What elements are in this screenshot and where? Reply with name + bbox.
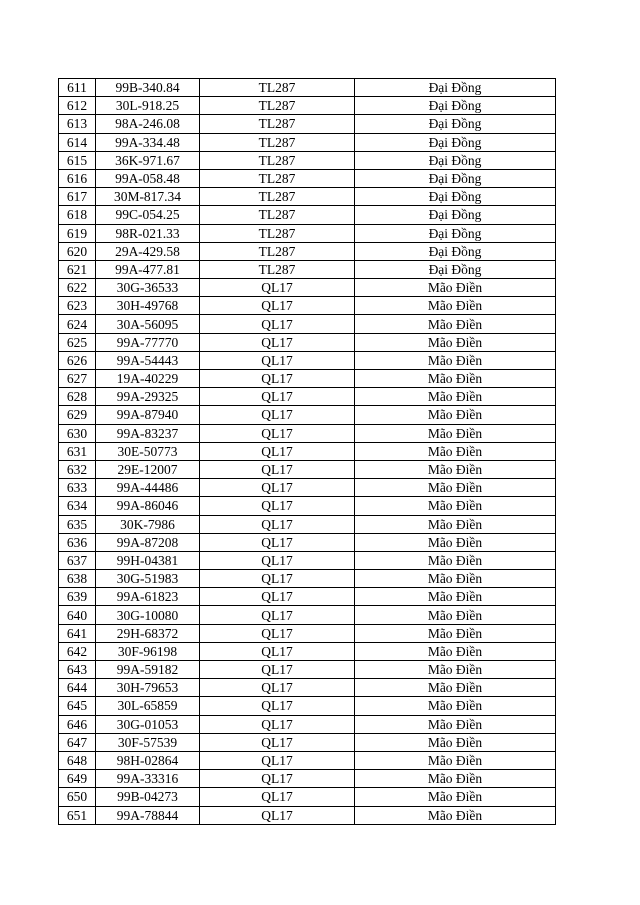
- row-number-cell: 634: [59, 497, 96, 515]
- row-number-cell: 645: [59, 697, 96, 715]
- location-cell: Đại Đồng: [355, 79, 556, 97]
- location-cell: Mão Điền: [355, 515, 556, 533]
- row-number-cell: 623: [59, 297, 96, 315]
- road-cell: QL17: [200, 388, 355, 406]
- location-cell: Đại Đồng: [355, 97, 556, 115]
- location-cell: Mão Điền: [355, 788, 556, 806]
- row-number-cell: 640: [59, 606, 96, 624]
- road-cell: QL17: [200, 460, 355, 478]
- license-plate-cell: 98R-021.33: [96, 224, 200, 242]
- road-cell: QL17: [200, 661, 355, 679]
- table-row: [59, 297, 556, 315]
- row-number-cell: 646: [59, 715, 96, 733]
- table-row: [59, 206, 556, 224]
- row-number-cell: 650: [59, 788, 96, 806]
- license-plate-cell: 99C-054.25: [96, 206, 200, 224]
- table-row: [59, 642, 556, 660]
- row-number-cell: 626: [59, 351, 96, 369]
- road-cell: QL17: [200, 642, 355, 660]
- location-cell: Mão Điền: [355, 351, 556, 369]
- location-cell: Mão Điền: [355, 642, 556, 660]
- license-plate-cell: 30G-01053: [96, 715, 200, 733]
- location-cell: Mão Điền: [355, 733, 556, 751]
- license-plate-cell: 99A-86046: [96, 497, 200, 515]
- location-cell: Đại Đồng: [355, 151, 556, 169]
- row-number-cell: 612: [59, 97, 96, 115]
- license-plate-cell: 99A-87208: [96, 533, 200, 551]
- license-plate-cell: 30K-7986: [96, 515, 200, 533]
- table-row: [59, 224, 556, 242]
- row-number-cell: 647: [59, 733, 96, 751]
- row-number-cell: 622: [59, 279, 96, 297]
- row-number-cell: 630: [59, 424, 96, 442]
- road-cell: QL17: [200, 751, 355, 769]
- location-cell: Đại Đồng: [355, 133, 556, 151]
- location-cell: Mão Điền: [355, 424, 556, 442]
- location-cell: Mão Điền: [355, 697, 556, 715]
- row-number-cell: 636: [59, 533, 96, 551]
- table-row: [59, 624, 556, 642]
- location-cell: Đại Đồng: [355, 260, 556, 278]
- row-number-cell: 637: [59, 551, 96, 569]
- location-cell: Mão Điền: [355, 297, 556, 315]
- license-plate-cell: 99A-87940: [96, 406, 200, 424]
- row-number-cell: 615: [59, 151, 96, 169]
- table-row: [59, 370, 556, 388]
- table-body: [59, 79, 556, 825]
- table-row: [59, 169, 556, 187]
- table-row: [59, 570, 556, 588]
- license-plate-cell: 99A-54443: [96, 351, 200, 369]
- road-cell: QL17: [200, 424, 355, 442]
- location-cell: Mão Điền: [355, 570, 556, 588]
- road-cell: QL17: [200, 515, 355, 533]
- road-cell: QL17: [200, 588, 355, 606]
- license-plate-cell: 99B-04273: [96, 788, 200, 806]
- license-plate-cell: 30F-57539: [96, 733, 200, 751]
- road-cell: QL17: [200, 624, 355, 642]
- table-row: [59, 460, 556, 478]
- row-number-cell: 611: [59, 79, 96, 97]
- location-cell: Mão Điền: [355, 533, 556, 551]
- row-number-cell: 628: [59, 388, 96, 406]
- table-row: [59, 479, 556, 497]
- row-number-cell: 632: [59, 460, 96, 478]
- license-plate-cell: 99A-33316: [96, 770, 200, 788]
- road-cell: TL287: [200, 151, 355, 169]
- row-number-cell: 631: [59, 442, 96, 460]
- road-cell: QL17: [200, 679, 355, 697]
- location-cell: Mão Điền: [355, 479, 556, 497]
- row-number-cell: 629: [59, 406, 96, 424]
- row-number-cell: 624: [59, 315, 96, 333]
- license-plate-cell: 30G-51983: [96, 570, 200, 588]
- row-number-cell: 616: [59, 169, 96, 187]
- license-plate-cell: 30H-79653: [96, 679, 200, 697]
- license-plate-cell: 99A-59182: [96, 661, 200, 679]
- location-cell: Mão Điền: [355, 624, 556, 642]
- road-cell: QL17: [200, 497, 355, 515]
- road-cell: TL287: [200, 242, 355, 260]
- license-plate-cell: 30E-50773: [96, 442, 200, 460]
- row-number-cell: 613: [59, 115, 96, 133]
- location-cell: Mão Điền: [355, 715, 556, 733]
- table-row: [59, 406, 556, 424]
- license-plate-cell: 99A-44486: [96, 479, 200, 497]
- license-plate-cell: 19A-40229: [96, 370, 200, 388]
- row-number-cell: 627: [59, 370, 96, 388]
- table-row: [59, 188, 556, 206]
- row-number-cell: 651: [59, 806, 96, 824]
- table-row: [59, 424, 556, 442]
- road-cell: QL17: [200, 406, 355, 424]
- license-plate-cell: 99A-61823: [96, 588, 200, 606]
- table-row: [59, 697, 556, 715]
- license-plate-cell: 99A-058.48: [96, 169, 200, 187]
- road-cell: TL287: [200, 206, 355, 224]
- table-row: [59, 351, 556, 369]
- road-cell: QL17: [200, 479, 355, 497]
- road-cell: QL17: [200, 806, 355, 824]
- license-plate-cell: 36K-971.67: [96, 151, 200, 169]
- license-plate-cell: 99A-83237: [96, 424, 200, 442]
- license-plate-cell: 30L-65859: [96, 697, 200, 715]
- row-number-cell: 620: [59, 242, 96, 260]
- license-plate-cell: 99A-334.48: [96, 133, 200, 151]
- location-cell: Mão Điền: [355, 770, 556, 788]
- location-cell: Đại Đồng: [355, 242, 556, 260]
- road-cell: QL17: [200, 715, 355, 733]
- table-row: [59, 606, 556, 624]
- table-row: [59, 333, 556, 351]
- license-plate-cell: 98H-02864: [96, 751, 200, 769]
- table-row: [59, 533, 556, 551]
- table-row: [59, 806, 556, 824]
- table-row: [59, 133, 556, 151]
- row-number-cell: 639: [59, 588, 96, 606]
- license-plate-cell: 30G-36533: [96, 279, 200, 297]
- location-cell: Mão Điền: [355, 388, 556, 406]
- row-number-cell: 643: [59, 661, 96, 679]
- road-cell: QL17: [200, 370, 355, 388]
- table-row: [59, 715, 556, 733]
- location-cell: Mão Điền: [355, 661, 556, 679]
- road-cell: TL287: [200, 133, 355, 151]
- location-cell: Mão Điền: [355, 588, 556, 606]
- row-number-cell: 635: [59, 515, 96, 533]
- table-row: [59, 260, 556, 278]
- table-row: [59, 97, 556, 115]
- table-row: [59, 588, 556, 606]
- row-number-cell: 642: [59, 642, 96, 660]
- road-cell: TL287: [200, 224, 355, 242]
- location-cell: Mão Điền: [355, 497, 556, 515]
- table-row: [59, 770, 556, 788]
- row-number-cell: 621: [59, 260, 96, 278]
- location-cell: Đại Đồng: [355, 169, 556, 187]
- table-row: [59, 679, 556, 697]
- license-plate-cell: 30L-918.25: [96, 97, 200, 115]
- row-number-cell: 618: [59, 206, 96, 224]
- location-cell: Mão Điền: [355, 406, 556, 424]
- row-number-cell: 648: [59, 751, 96, 769]
- road-cell: QL17: [200, 351, 355, 369]
- row-number-cell: 619: [59, 224, 96, 242]
- table-row: [59, 751, 556, 769]
- road-cell: QL17: [200, 333, 355, 351]
- location-cell: Đại Đồng: [355, 115, 556, 133]
- row-number-cell: 633: [59, 479, 96, 497]
- table-row: [59, 661, 556, 679]
- table-row: [59, 388, 556, 406]
- row-number-cell: 638: [59, 570, 96, 588]
- row-number-cell: 617: [59, 188, 96, 206]
- license-plate-cell: 98A-246.08: [96, 115, 200, 133]
- location-cell: Đại Đồng: [355, 188, 556, 206]
- license-plate-cell: 30M-817.34: [96, 188, 200, 206]
- road-cell: QL17: [200, 770, 355, 788]
- location-cell: Đại Đồng: [355, 206, 556, 224]
- license-plate-cell: 30F-96198: [96, 642, 200, 660]
- table-row: [59, 515, 556, 533]
- table-row: [59, 115, 556, 133]
- road-cell: QL17: [200, 570, 355, 588]
- location-cell: Mão Điền: [355, 551, 556, 569]
- row-number-cell: 614: [59, 133, 96, 151]
- table-row: [59, 315, 556, 333]
- road-cell: TL287: [200, 260, 355, 278]
- road-cell: QL17: [200, 315, 355, 333]
- table-row: [59, 442, 556, 460]
- road-cell: TL287: [200, 188, 355, 206]
- license-plate-cell: 99A-78844: [96, 806, 200, 824]
- location-cell: Mão Điền: [355, 806, 556, 824]
- table-row: [59, 242, 556, 260]
- row-number-cell: 625: [59, 333, 96, 351]
- road-cell: TL287: [200, 115, 355, 133]
- road-cell: TL287: [200, 97, 355, 115]
- license-plate-cell: 99A-29325: [96, 388, 200, 406]
- table-row: [59, 79, 556, 97]
- location-cell: Mão Điền: [355, 315, 556, 333]
- violation-records-table: [58, 78, 556, 825]
- road-cell: QL17: [200, 733, 355, 751]
- road-cell: QL17: [200, 279, 355, 297]
- road-cell: QL17: [200, 551, 355, 569]
- road-cell: QL17: [200, 697, 355, 715]
- table-row: [59, 733, 556, 751]
- row-number-cell: 641: [59, 624, 96, 642]
- road-cell: TL287: [200, 79, 355, 97]
- license-plate-cell: 29A-429.58: [96, 242, 200, 260]
- location-cell: Mão Điền: [355, 279, 556, 297]
- road-cell: QL17: [200, 442, 355, 460]
- location-cell: Mão Điền: [355, 442, 556, 460]
- table-row: [59, 151, 556, 169]
- license-plate-cell: 99A-477.81: [96, 260, 200, 278]
- road-cell: QL17: [200, 297, 355, 315]
- road-cell: QL17: [200, 606, 355, 624]
- license-plate-cell: 30H-49768: [96, 297, 200, 315]
- row-number-cell: 644: [59, 679, 96, 697]
- license-plate-cell: 29H-68372: [96, 624, 200, 642]
- location-cell: Mão Điền: [355, 460, 556, 478]
- road-cell: TL287: [200, 169, 355, 187]
- location-cell: Mão Điền: [355, 679, 556, 697]
- license-plate-cell: 99H-04381: [96, 551, 200, 569]
- location-cell: Mão Điền: [355, 333, 556, 351]
- license-plate-cell: 30A-56095: [96, 315, 200, 333]
- road-cell: QL17: [200, 788, 355, 806]
- license-plate-cell: 30G-10080: [96, 606, 200, 624]
- location-cell: Mão Điền: [355, 751, 556, 769]
- table-row: [59, 788, 556, 806]
- location-cell: Mão Điền: [355, 370, 556, 388]
- table-row: [59, 551, 556, 569]
- table-row: [59, 497, 556, 515]
- license-plate-cell: 99A-77770: [96, 333, 200, 351]
- table-row: [59, 279, 556, 297]
- location-cell: Đại Đồng: [355, 224, 556, 242]
- row-number-cell: 649: [59, 770, 96, 788]
- road-cell: QL17: [200, 533, 355, 551]
- location-cell: Mão Điền: [355, 606, 556, 624]
- license-plate-cell: 99B-340.84: [96, 79, 200, 97]
- license-plate-cell: 29E-12007: [96, 460, 200, 478]
